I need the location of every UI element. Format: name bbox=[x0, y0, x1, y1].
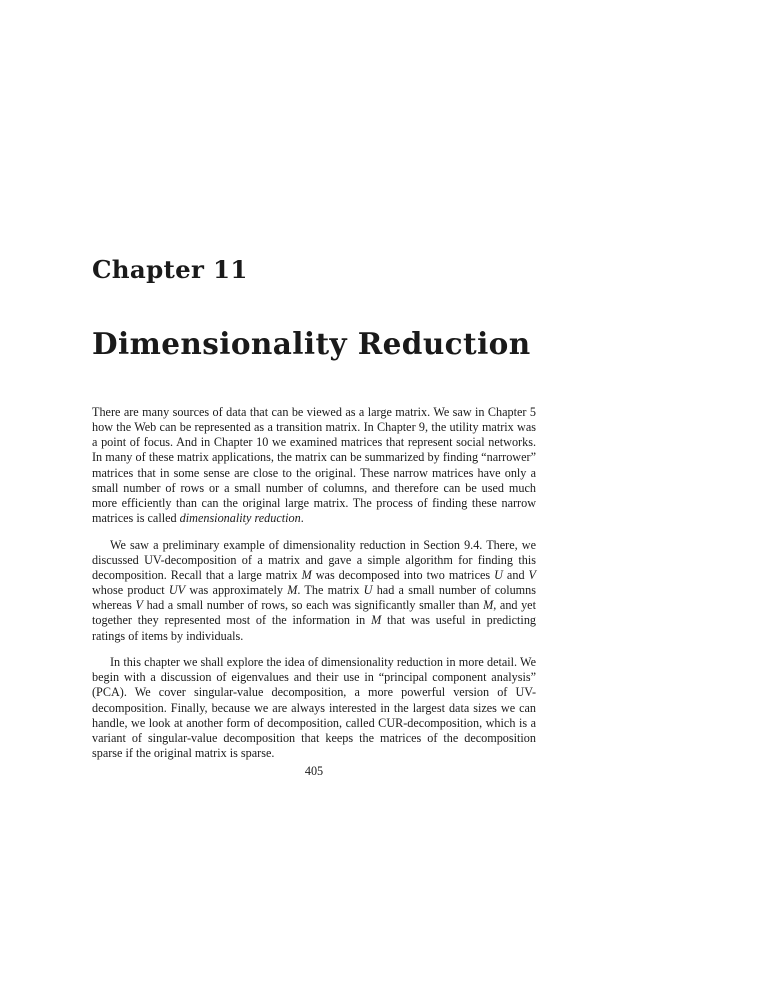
matrix-variable: M bbox=[301, 567, 312, 582]
matrix-variable: V bbox=[528, 567, 536, 582]
matrix-variable: UV bbox=[168, 583, 186, 598]
paragraph-1-tail: . bbox=[300, 511, 304, 526]
matrix-variable: U bbox=[363, 583, 373, 598]
paragraph-1-text: There are many sources of data that can be viewed as a large matrix. We saw in Chapter 5 how the Web can be represented as a transition matrix. In Chapter 9, the utility matrix was a point of focus. And in Chapter 10 we examined matrices that represent social networks. In many of these matrix applications, the matrix can be summarized by finding “narrower” matrices that in some sense are close to the original. These narrow matrices have only a small number of rows or a small number of columns, and therefore can be used much more efficiently than can the original large matrix. The process of finding these narrow matrices is called bbox=[92, 405, 536, 526]
chapter-intro bbox=[92, 405, 536, 761]
paragraph-2-segment: had a small number of rows, so each was significantly smaller than bbox=[142, 598, 484, 613]
paragraph-2-segment: , and yet together they represented most of the information in bbox=[92, 598, 536, 628]
matrix-variable: M bbox=[483, 598, 494, 613]
book-page bbox=[92, 0, 536, 994]
chapter-title: Dimensionality Reduction bbox=[92, 326, 531, 361]
paragraph-2-segment: . The matrix bbox=[297, 583, 364, 598]
paragraph-2-segment: that was useful in predicting ratings of items by individuals. bbox=[92, 613, 537, 643]
page-number: 405 bbox=[304, 764, 324, 778]
paragraph-2-segment: had a small number of columns whereas bbox=[92, 583, 536, 613]
matrix-variable: V bbox=[135, 598, 143, 613]
paragraph-2-segment: was approximately bbox=[185, 583, 288, 598]
paragraph-2-segment: whose product bbox=[92, 583, 169, 598]
chapter-label: Chapter 11 bbox=[92, 255, 248, 284]
paragraph-2-segment: was decomposed into two matrices bbox=[311, 567, 495, 582]
paragraph-2 bbox=[92, 538, 536, 644]
dimensionality-reduction-term: dimensionality reduction bbox=[179, 511, 301, 526]
paragraph-3: In this chapter we shall explore the idea of dimensionality reduction in more detail. We begin with a discussion of eigenvalues and their use in “principal component analysis” (PCA). We cover singular-value decomposition, a more powerful version of UV-decomposition. Finally, because we are always interested in the largest data sizes we can handle, we look at another form of decomposition, called CUR-decomposition, which is a variant of singular-value decomposition that keeps the matrices of the decomposition sparse if the original matrix is sparse. bbox=[92, 655, 536, 761]
paragraph-2-segment: and bbox=[502, 567, 529, 582]
paragraph-2-segment: We saw a preliminary example of dimensionality reduction in Section 9.4. There, we discussed UV-decomposition of a matrix and gave a simple algorithm for finding this decomposition. Recall that a large matrix bbox=[92, 537, 536, 582]
matrix-variable: M bbox=[371, 613, 382, 628]
matrix-variable: U bbox=[494, 567, 503, 582]
paragraph-1 bbox=[92, 405, 536, 526]
matrix-variable: M bbox=[287, 583, 298, 598]
